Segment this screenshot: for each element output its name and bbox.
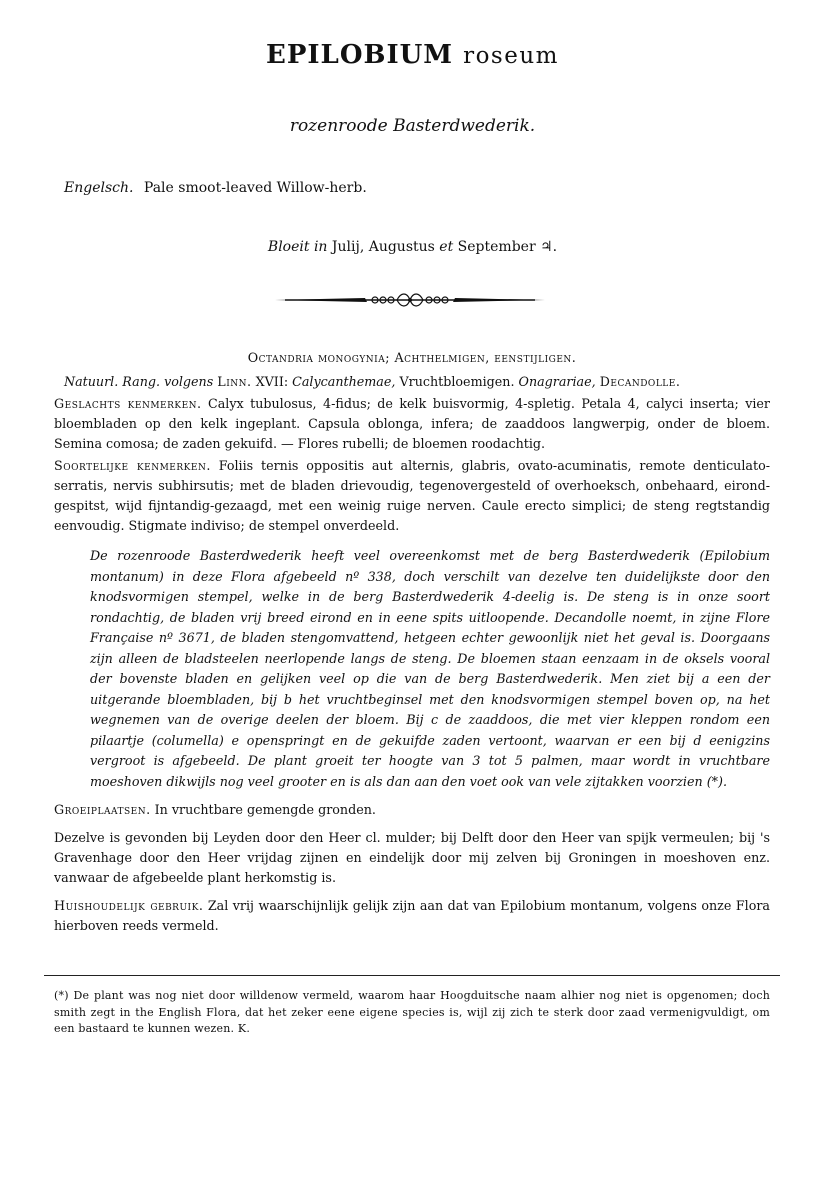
rank-number: XVII: [255,374,289,389]
generic-label: Geslachts kenmerken. [54,396,202,411]
bloom-et: et [439,239,454,255]
rank-prefix: Natuurl. Rang. volgens [64,374,214,389]
bloom-months: Julij, Augustus [331,239,435,255]
specific-characters [54,456,770,536]
specific-text: Foliis ternis oppositis aut alternis, glabris, ovato-acuminatis, remote denticulato-serratis, nervis subhirsutis; met de bladen drievoudig, tegenovergesteld of overhoeksch, onbehaard, eirond-gespitst, wijd fijntandig-gezaagd, met een weinig ruige nerven. Caule erecto simplici; de steng regtstandig eenvoudig. Stigmate indiviso; de stempel onverdeeld. [54,458,770,533]
footnote-divider [44,975,780,976]
bloom-september: September ♃. [457,239,558,255]
genus-name: EPILOBIUM [266,40,454,70]
bloom-prefix: Bloeit in [267,239,328,255]
use-label: Huishoudelijk gebruik. [54,898,204,913]
localities-paragraph: Dezelve is gevonden bij Leyden door den Heer cl. mulder; bij Delft door den Heer van spijk vermeulen; bij 's Gravenhage door den Heer vrijdag zijnen en eindelijk door mij zelven bij Groningen in moeshoven enz. vanwaar de afgebeelde plant herkomstig is. [54,830,770,885]
rank-linn: Linn. [217,374,252,389]
classification-line: Octandria monogynia; Achthelmigen, eenstijligen. [247,350,577,365]
generic-characters [54,394,770,454]
use-text: Zal vrij waarschijnlijk gelijk zijn aan dat van Epilobium montanum, volgens onze Flora hierboven reeds vermeld. [54,898,770,933]
page-title [0,40,825,70]
habitat-text: In vruchtbare gemengde gronden. [154,802,376,817]
bloom-line [0,239,825,255]
english-name: Pale smoot-leaved Willow-herb. [143,180,367,196]
species-name: roseum [463,43,559,69]
habitat-label: Groeiplaatsen. [54,802,151,817]
english-label: Engelsch. [64,180,134,196]
dutch-common-name: rozenroode Basterdwederik. [289,116,536,136]
ornamental-divider-icon [275,290,545,310]
specific-label: Soortelijke kenmerken. [54,458,211,473]
rank-decandolle: Decandolle. [599,374,681,389]
english-name-line [64,180,367,196]
rank-vruchtbloemigen: Vruchtbloemigen. [399,374,515,389]
generic-text: Calyx tubulosus, 4-fidus; de kelk buisvormig, 4-spletig. Petala 4, calyci inserta; vier bloembladen op den kelk ingeplant. Capsula oblonga, infera; de zaaddoos langwerpig, onder de bloem. Semina comosa; de zaden gekuifd. — Flores rubelli; de bloemen roodachtig. [54,396,771,451]
habitat-line [54,800,770,820]
discussion-paragraph: De rozenroode Basterdwederik heeft veel overeenkomst met de berg Basterdwederik (Epilobium montanum) in deze Flora afgebeeld nº 338, doch verschilt van dezelve ten duidelijkste door den knodsvormigen stempel, welke in de berg Basterdwederik 4-deelig is. De steng is in onze soort rondachtig, de bladen vrij breed eirond en in eene spits uitloopende. Decandolle noemt, in zijne Flore Française nº 3671, de bladen stengomvattend, hetgeen echter gewoonlijk niet het geval is. Doorgaans zijn alleen de bladsteelen neerlopende langs de steng. De bloemen staan eenzaam in de oksels vooral der bovenste bladen en gelijken veel op die van de berg Basterdwederik. Men ziet bij a een der uitgerande bloembladen, bij b het vruchtbeginsel met den knodsvormigen stempel boven op, na het wegnemen van de overige deelen der bloem. Bij c de zaaddoos, die met vier kleppen rondom een pilaartje (columella) e openspringt en de gekuifde zaden vertoont, waarvan er een bij d eenigzins vergroot is afgebeeld. De plant groeit ter hoogte van 3 tot 5 palmen, maar wordt in vruchtbare moeshoven dikwijls nog veel grooter en is als dan aan den voet ook van vele zijtakken voorzien (*). [90,548,770,789]
rank-calycanthemae: Calycanthemae, [292,374,396,389]
economic-use-paragraph [54,896,770,936]
description-body [54,348,770,936]
natural-rank-line [64,372,770,392]
footnote: (*) De plant was nog niet door willdenow vermeld, waarom haar Hoogduitsche naam alhier nog niet is opgenomen; doch smith zegt in the English Flora, dat het zeker eene eigene species is, wijl zij zich te sterk door zaad vermenigvuldigt, om een bastaard te kunnen wezen. K. [54,989,770,1035]
rank-onagrariae: Onagrariae, [518,374,596,389]
